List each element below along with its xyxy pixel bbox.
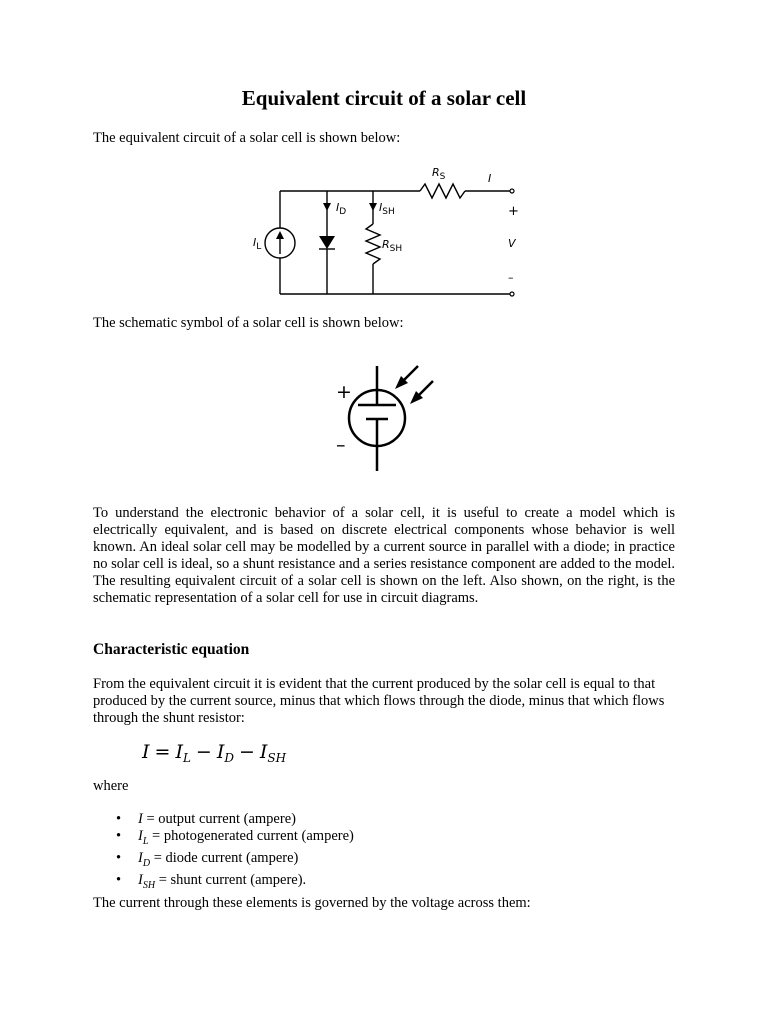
- terminal-top: [510, 189, 514, 193]
- svg-text:RSH: $R_{SH}$: [382, 238, 403, 254]
- closing-line: The current through these elements is governed by the voltage across them:: [93, 895, 531, 911]
- shunt-resistor: [366, 224, 380, 264]
- terminal-bottom: [510, 292, 514, 296]
- rsh-label: R: [382, 238, 390, 251]
- body-paragraph: To understand the electronic behavior of a solar cell, it is useful to create a model which is electrically equivalent, and is based on discrete electrical components whose behavior is well known. An ideal solar cell may be modelled by a current source in parallel with a diode; in practice no solar cell is ideal, so a shunt resistance and a series resistance component are added to the model. The resulting equivalent circuit of a solar cell is shown on the left. Also shown, on the right, is the schematic representation of a solar cell for use in circuit diagrams.: [93, 505, 675, 606]
- voltage-label: V: [508, 237, 516, 250]
- svg-text:ISH: $I_{SH}$: [379, 201, 395, 217]
- where-label: where: [93, 778, 129, 794]
- svg-text:RS: $R_S$: [432, 166, 446, 182]
- section-paragraph: From the equivalent circuit it is evident that the current produced by the solar cell is equal to that produced by the current source, minus that which flows through the diode, minus that which flows through the shunt resistor:: [93, 676, 665, 726]
- ish-arrow: [369, 203, 377, 211]
- svg-text:ID: $I_D$: [336, 201, 347, 217]
- id-arrow: [323, 203, 331, 211]
- output-current-label: I: [488, 172, 492, 185]
- list-item: • $I_{SH}$ = shunt current (ampere).: [116, 871, 307, 891]
- svg-text:IL: $I_L$: [253, 236, 262, 252]
- symbol-plus-label: +: [336, 381, 352, 403]
- page-title: Equivalent circuit of a solar cell: [241, 86, 527, 110]
- list-item: • $I_L$ = photogenerated current (ampere): [116, 828, 354, 847]
- section-heading: Characteristic equation: [93, 641, 250, 658]
- definitions-list: [93, 811, 354, 894]
- intro-symbol-text: The schematic symbol of a solar cell is shown below:: [93, 315, 404, 331]
- series-resistor: [420, 184, 465, 198]
- list-item: • $I_D$ = diode current (ampere): [116, 849, 299, 869]
- symbol-minus-label: –: [336, 434, 346, 456]
- rs-label: R: [432, 166, 440, 179]
- il-label: I: [253, 236, 257, 249]
- ish-label: I: [379, 201, 383, 214]
- equivalent-circuit-diagram: [245, 160, 535, 305]
- id-label: I: [336, 201, 340, 214]
- plus-terminal-label: +: [508, 204, 519, 219]
- eq-lhs: I: [142, 741, 150, 763]
- solar-cell-symbol: [325, 358, 440, 476]
- list-item: • I = output current (ampere): [116, 811, 296, 827]
- minus-terminal-label: –: [508, 271, 514, 284]
- current-equation: $I = I_L - I_D - I_{SH}$: [142, 741, 287, 765]
- intro-circuit-text: The equivalent circuit of a solar cell is shown below:: [93, 130, 401, 146]
- diode-triangle: [319, 236, 335, 249]
